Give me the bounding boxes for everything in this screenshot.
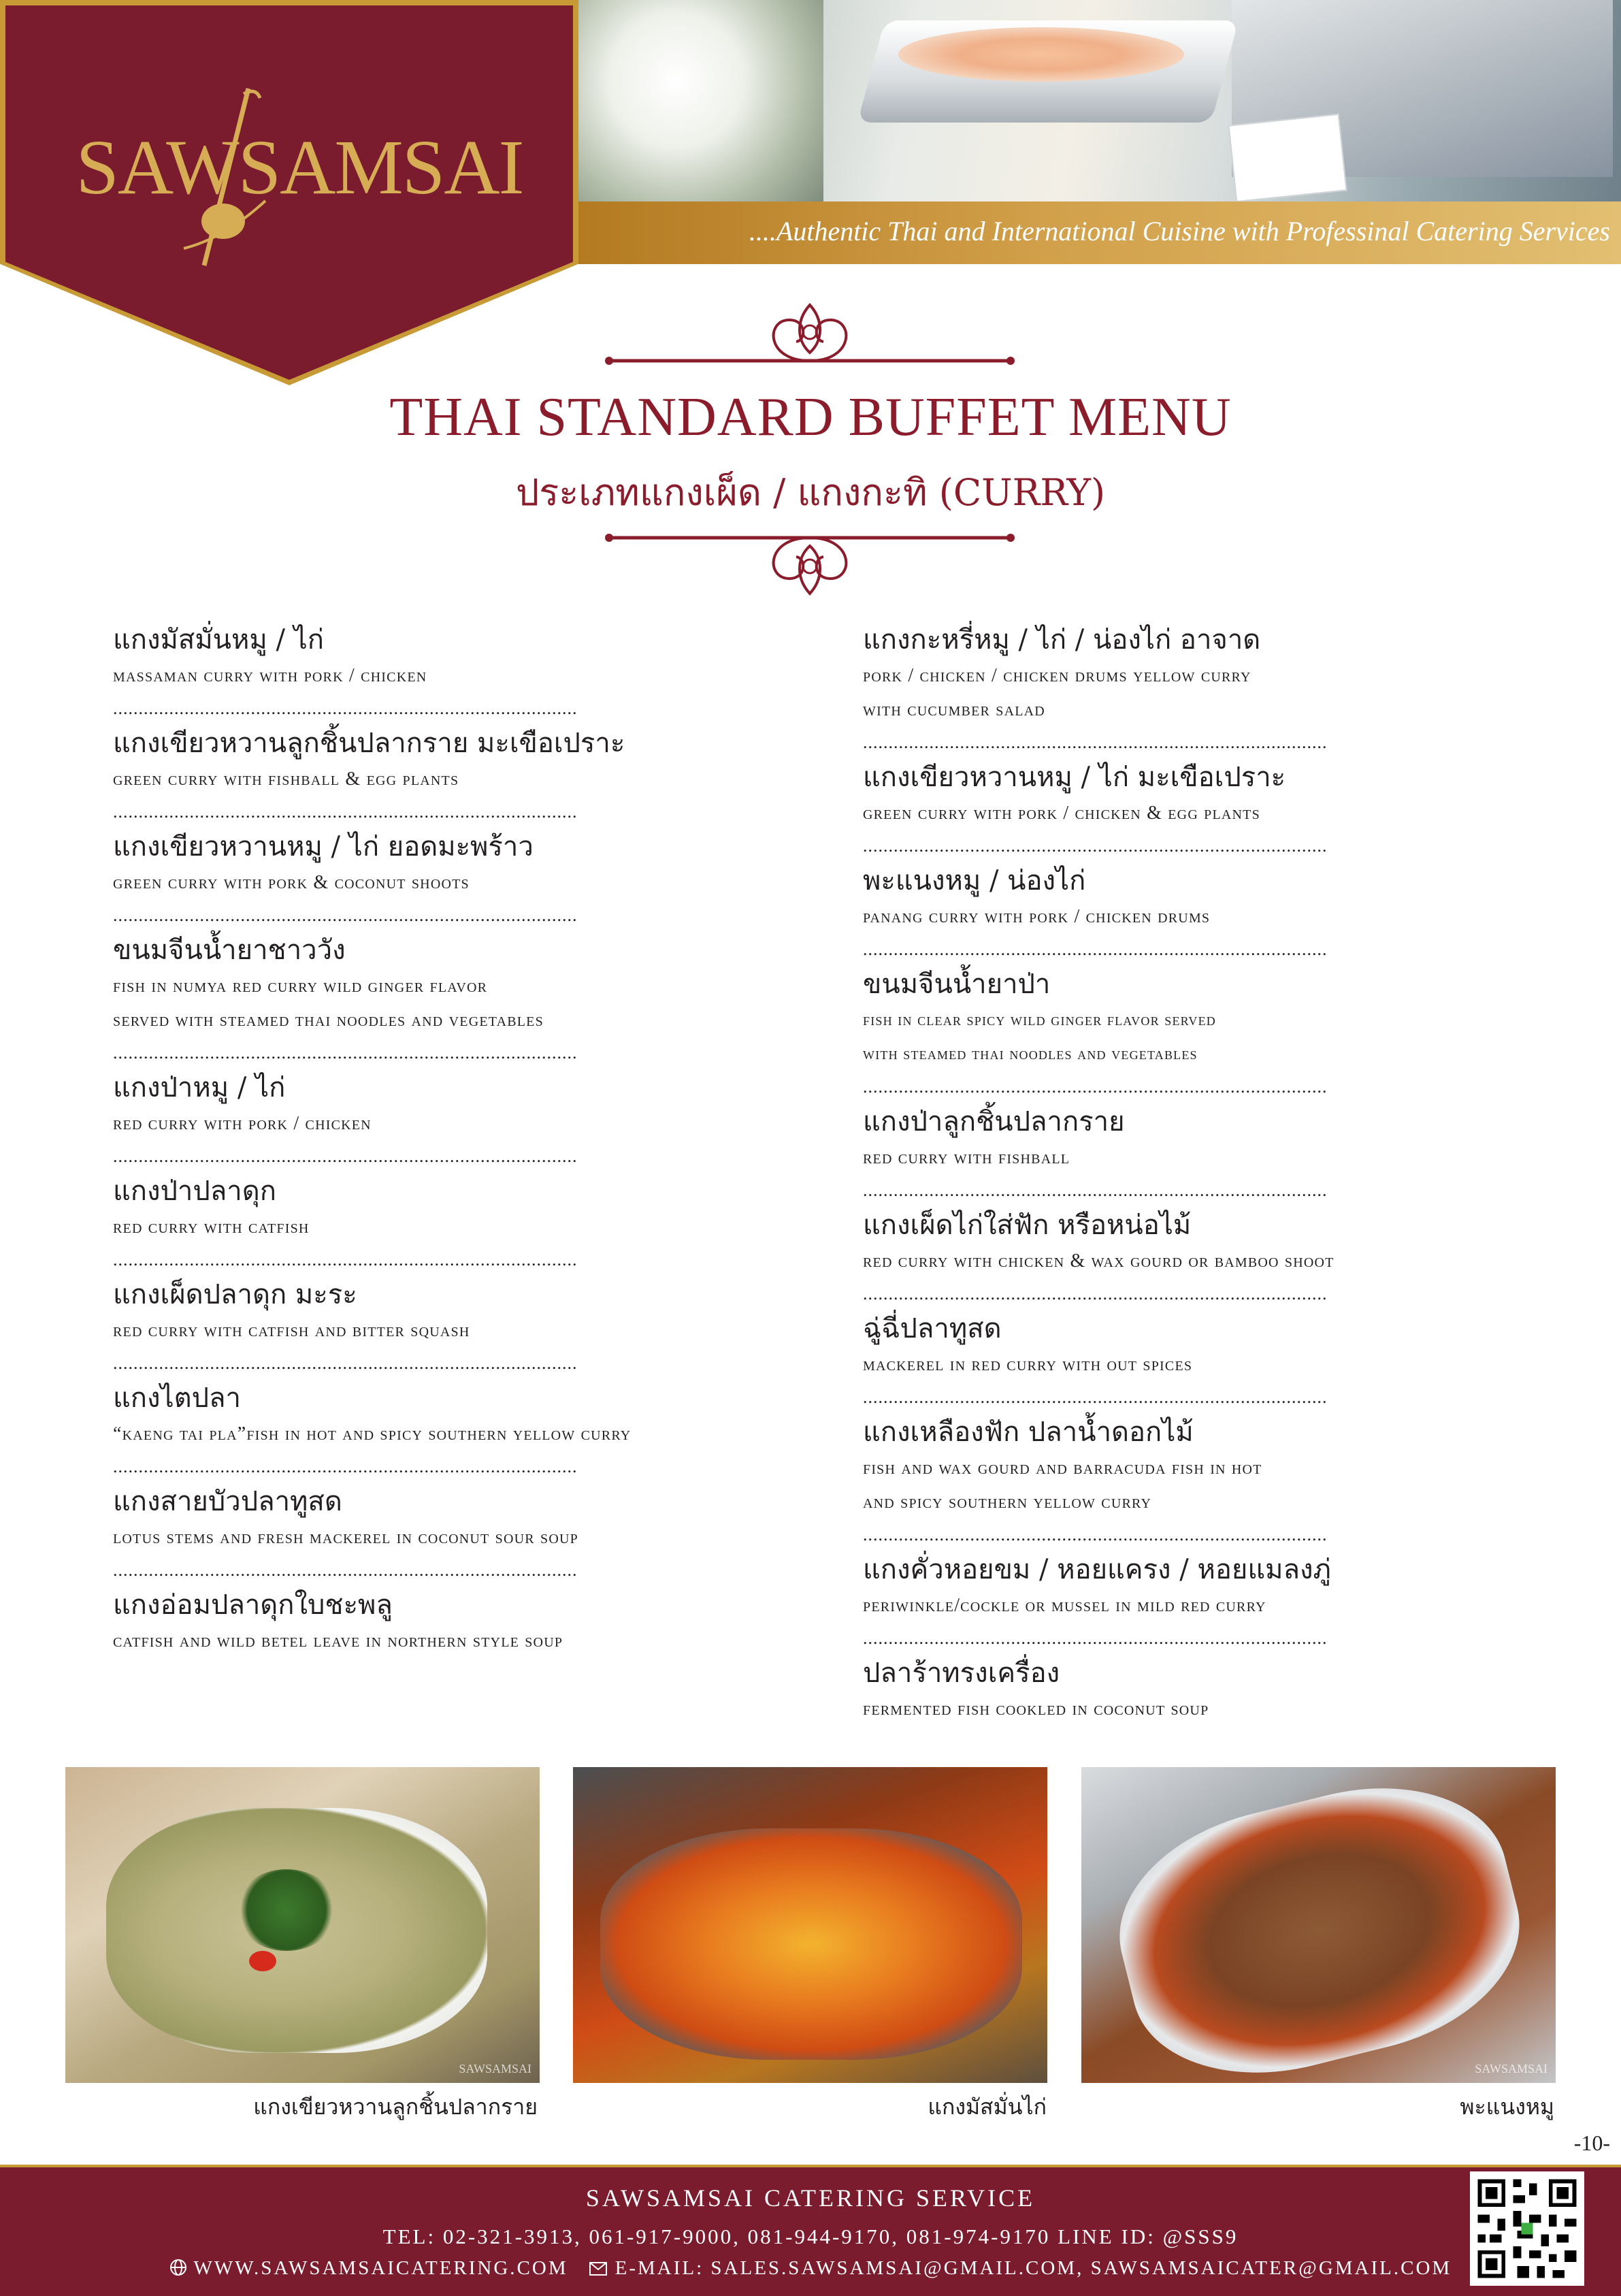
- dotted-separator: ...........................................................................................: [863, 939, 1328, 959]
- item-english-name: green curry with fishball & egg plants: [113, 769, 459, 790]
- item-english-name: catfish and wild betel leave in northern style soup: [113, 1630, 563, 1651]
- menu-column-left: [113, 621, 834, 1658]
- dotted-separator: ...........................................................................................: [113, 1250, 578, 1270]
- dotted-separator: ...........................................................................................: [113, 1457, 578, 1476]
- dotted-separator: ...........................................................................................: [863, 732, 1328, 752]
- item-english-name: red curry with pork / chicken: [113, 1113, 372, 1134]
- page-number: -10-: [1573, 2131, 1610, 2155]
- envelope-icon: [589, 2261, 608, 2276]
- menu-item: [863, 1551, 1543, 1654]
- item-thai-name: แกงเขียวหวานหมู / ไก่ ยอดมะพร้าว: [113, 831, 534, 862]
- dotted-separator: ...........................................................................................: [113, 1353, 578, 1373]
- menu-item: [863, 1310, 1543, 1413]
- menu-title: THAI STANDARD BUFFET MENU: [389, 387, 1232, 447]
- item-thai-name: แกงเหลืองฟัก ปลาน้ำดอกไม้: [863, 1417, 1194, 1448]
- item-thai-name: แกงป่าปลาดุก: [113, 1176, 276, 1207]
- menu-item: [113, 828, 834, 931]
- menu-item: [113, 724, 834, 828]
- menu-subtitle: ประเภทแกงเผ็ด / แกงกะทิ (CURRY): [515, 471, 1106, 514]
- item-thai-name: ขนมจีนน้ำยาป่า: [863, 969, 1051, 1000]
- item-english-name: lotus stems and fresh mackerel in coconut sour soup: [113, 1527, 578, 1548]
- item-thai-name: ปลาร้าทรงเครื่อง: [863, 1658, 1060, 1689]
- item-thai-name: แกงอ่อมปลาดุกใบชะพลู: [113, 1589, 393, 1621]
- menu-item: [113, 1379, 834, 1483]
- menu-item: [863, 621, 1543, 758]
- menu-item: [113, 1586, 834, 1658]
- footer-web-email: [0, 2257, 1621, 2280]
- item-english-name: periwinkle/cockle or mussel in mild red curry: [863, 1595, 1266, 1616]
- item-english-name: mackerel in red curry with out spices: [863, 1354, 1193, 1375]
- item-thai-name: แกงมัสมั่นหมู / ไก่: [113, 624, 324, 656]
- item-english-name: “kaeng tai pla”fish in hot and spicy southern yellow curry: [113, 1423, 632, 1444]
- globe-icon: [169, 2259, 187, 2276]
- photo-watermark: SAWSAMSAI: [459, 2062, 531, 2075]
- menu-item: [113, 1276, 834, 1379]
- bottom-ornament-icon: [602, 524, 1017, 606]
- green-curry-photo: [65, 1767, 540, 2083]
- item-thai-name: แกงกะหรี่หมู / ไก่ / น่องไก่ อาจาด: [863, 624, 1261, 656]
- dotted-separator: ...........................................................................................: [863, 1180, 1328, 1200]
- item-english-name-line2: with cucumber salad: [863, 699, 1045, 720]
- item-english-name: red curry with catfish and bitter squash: [113, 1320, 470, 1341]
- dotted-separator: ...........................................................................................: [863, 1387, 1328, 1407]
- item-thai-name: แกงคั่วหอยขม / หอยแครง / หอยแมลงภู่: [863, 1554, 1331, 1585]
- dotted-separator: ...........................................................................................: [863, 1628, 1328, 1648]
- menu-item: [113, 931, 834, 1069]
- item-thai-name: แกงเผ็ดปลาดุก มะระ: [113, 1279, 357, 1310]
- photo-caption: พะแนงหมู: [1460, 2094, 1554, 2120]
- email-link[interactable]: E-MAIL: SALES.SAWSAMSAI@GMAIL.COM, SAWSAMSAICATER@GMAIL.COM: [615, 2257, 1452, 2279]
- item-thai-name: แกงเขียวหวานลูกชิ้นปลากราย มะเขือเปราะ: [113, 728, 625, 759]
- menu-item: [863, 1206, 1543, 1310]
- tagline-bar: [578, 201, 1621, 264]
- footer-title: SAWSAMSAI CATERING SERVICE: [585, 2184, 1036, 2212]
- photo-watermark: SAWSAMSAI: [1475, 2062, 1548, 2075]
- item-thai-name: พะแนงหมู / น่องไก่: [863, 865, 1086, 896]
- top-ornament-icon: [602, 293, 1017, 374]
- dotted-separator: ...........................................................................................: [863, 1284, 1328, 1304]
- menu-item: [113, 1069, 834, 1172]
- item-english-name: fermented fish cookled in coconut soup: [863, 1698, 1209, 1719]
- item-english-name: fish and wax gourd and barracuda fish in hot: [863, 1457, 1262, 1478]
- photo-caption: แกงเขียวหวานลูกชิ้นปลากราย: [253, 2094, 538, 2120]
- tagline: ....Authentic Thai and International Cuisine with Professinal Catering Services: [749, 216, 1610, 246]
- item-thai-name: แกงป่าหมู / ไก่: [113, 1072, 286, 1103]
- menu-item: [863, 1654, 1543, 1726]
- menu-item: [863, 1413, 1543, 1551]
- item-english-name: green curry with pork / chicken & egg plants: [863, 803, 1260, 824]
- hero-buffet-photo: [578, 0, 1621, 201]
- item-thai-name: แกงเขียวหวานหมู / ไก่ มะเขือเปราะ: [863, 762, 1286, 793]
- photo-caption: แกงมัสมั่นไก่: [928, 2094, 1047, 2120]
- item-thai-name: แกงเผ็ดไก่ใส่ฟัก หรือหน่อไม้: [863, 1210, 1192, 1241]
- item-thai-name: แกงสายบัวปลาทูสด: [113, 1486, 342, 1517]
- menu-column-right: [863, 621, 1543, 1726]
- dotted-separator: ...........................................................................................: [863, 836, 1328, 856]
- menu-item: [863, 758, 1543, 862]
- menu-item: [863, 965, 1543, 1103]
- item-english-name: green curry with pork & coconut shoots: [113, 872, 470, 893]
- item-thai-name: แกงไตปลา: [113, 1383, 241, 1414]
- item-english-name-line2: served with steamed thai noodles and vegetables: [113, 1009, 544, 1031]
- item-english-name: panang curry with pork / chicken drums: [863, 906, 1211, 927]
- dotted-separator: ...........................................................................................: [113, 1146, 578, 1166]
- footer: [0, 2165, 1621, 2296]
- dotted-separator: ...........................................................................................: [113, 1043, 578, 1063]
- menu-item: [113, 1172, 834, 1276]
- item-english-name: pork / chicken / chicken drums yellow curry: [863, 665, 1251, 686]
- dotted-separator: ...........................................................................................: [113, 802, 578, 822]
- logo-text: SAWSAMSAI: [76, 124, 523, 210]
- footer-contact-phones: TEL: 02-321-3913, 061-917-9000, 081-944-9170, 081-974-9170 LINE ID: @SSS9: [382, 2225, 1239, 2248]
- item-english-name: red curry with catfish: [113, 1216, 310, 1238]
- item-english-name: red curry with chicken & wax gourd or bamboo shoot: [863, 1250, 1335, 1272]
- menu-item: [113, 1483, 834, 1586]
- dotted-separator: ...........................................................................................: [863, 1525, 1328, 1545]
- item-english-name-line2: and spicy southern yellow curry: [863, 1491, 1152, 1513]
- item-thai-name: แกงป่าลูกชิ้นปลากราย: [863, 1106, 1125, 1137]
- item-english-name: red curry with fishball: [863, 1147, 1070, 1168]
- dotted-separator: ...........................................................................................: [863, 1077, 1328, 1097]
- qr-code[interactable]: [1470, 2171, 1584, 2286]
- dotted-separator: ...........................................................................................: [113, 698, 578, 718]
- panang-curry-photo: [1081, 1767, 1556, 2083]
- menu-item: [113, 621, 834, 724]
- item-english-name: fish in numya red curry wild ginger flavor: [113, 975, 488, 997]
- massaman-curry-photo: [573, 1767, 1047, 2083]
- item-thai-name: ฉู่ฉี่ปลาทูสด: [863, 1313, 1002, 1344]
- item-english-name-line2: with steamed thai noodles and vegetables: [863, 1045, 1198, 1063]
- website-link[interactable]: WWW.SAWSAMSAICATERING.COM: [193, 2257, 568, 2279]
- item-english-name: fish in clear spicy wild ginger flavor served: [863, 1011, 1217, 1029]
- menu-item: [863, 1103, 1543, 1206]
- dotted-separator: ...........................................................................................: [113, 1560, 578, 1580]
- item-english-name: massaman curry with pork / chicken: [113, 665, 427, 686]
- dotted-separator: ...........................................................................................: [113, 905, 578, 925]
- item-thai-name: ขนมจีนน้ำยาชาววัง: [113, 935, 346, 966]
- menu-item: [863, 862, 1543, 965]
